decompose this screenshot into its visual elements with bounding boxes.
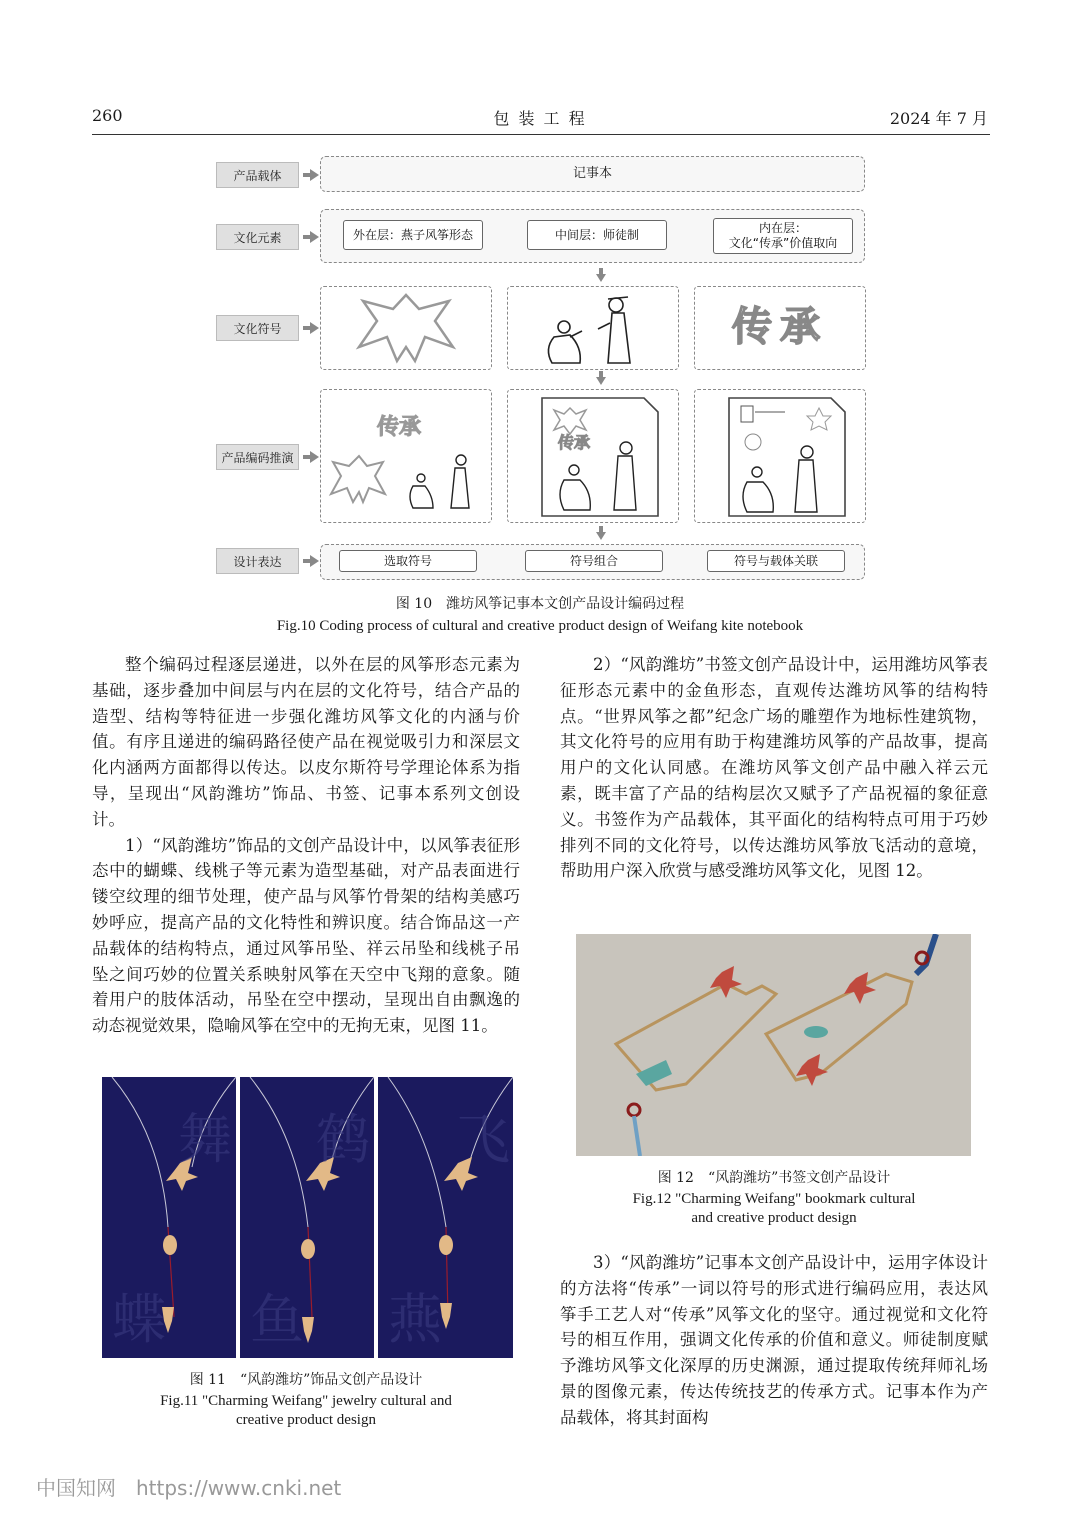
kite-and-figures-icon	[321, 390, 491, 522]
watermark-char: 鹤	[316, 1108, 370, 1171]
expression-row	[320, 544, 865, 580]
carrier-row	[320, 156, 865, 192]
inner-layer-line2: 文化“传承”价值取向	[728, 236, 838, 250]
middle-layer-box: 中间层：师徒制	[527, 220, 667, 250]
fig11-caption-cn: 图 11 “风韵潍坊”饰品文创产品设计	[189, 1372, 423, 1388]
cnki-footer: 中国知网 https://www.cnki.net	[36, 1476, 342, 1500]
notebook-draft-icon	[508, 390, 678, 522]
fig10-caption-cn: 图 10 潍坊风筝记事本文创产品设计编码过程	[395, 596, 685, 612]
row-label-symbols: 文化符号	[216, 315, 299, 341]
watermark-char: 飞	[456, 1108, 510, 1171]
fig11-caption-en-2: creative product design	[236, 1412, 376, 1428]
swallow-kite-icon	[321, 287, 491, 369]
right-arrow-icon	[310, 231, 319, 243]
fig12-caption-cn: 图 12 “风韵潍坊”书签文创产品设计	[657, 1170, 891, 1186]
right-arrow-icon	[310, 451, 319, 463]
right-column-text-1	[560, 652, 988, 884]
fig10-caption-en: Fig.10 Coding process of cultural and creative product design of Weifang kite notebook	[276, 618, 804, 634]
watermark-char: 舞	[178, 1108, 232, 1171]
figure-12-photo	[576, 934, 971, 1156]
elements-row	[320, 209, 865, 263]
paragraph: 1）“风韵潍坊”饰品的文创产品设计中，以风筝表征形态中的蝴蝶、线桃子等元素为造型基础，对产品表面进行镂空纹理的细节处理，使产品与风筝竹骨架的结构美感巧妙呼应，提高产品的文化特性和辨识度。结合饰品这一产品载体的结构特点，通过风筝吊坠、祥云吊坠和线桃子吊坠之间巧妙的位置关系映射风筝在天空中飞翔的意象。随着用户的肢体活动，吊坠在空中摆动，呈现出自由飘逸的动态视觉效果，隐喻风筝在空中的无拘无束，见图 11。	[92, 835, 520, 1036]
coding-cell-1	[320, 389, 492, 523]
bookmark-photo-icon	[576, 934, 971, 1156]
watermark-char: 燕	[388, 1288, 442, 1351]
inner-layer-box	[713, 218, 853, 254]
outer-layer-box: 外在层：燕子风筝形态	[343, 220, 483, 250]
row-label-elements: 文化元素	[216, 224, 299, 250]
carrier-notebook: 记事本	[572, 166, 612, 181]
step-select-symbol: 选取符号	[339, 550, 477, 572]
down-arrow-icon	[596, 268, 606, 282]
coding-cell-3	[694, 389, 866, 523]
chuancheng-symbol-cell	[694, 286, 866, 370]
left-column-text	[92, 652, 520, 1039]
watermark-char: 蝶	[112, 1288, 166, 1351]
right-arrow-icon	[310, 555, 319, 567]
watermark-char: 鱼	[250, 1288, 304, 1351]
chuancheng-glyph: 传承	[732, 303, 828, 350]
paragraph: 2）“风韵潍坊”书签文创产品设计中，运用潍坊风筝表征形态元素中的金鱼形态，直观传达潍坊风筝的结构特点。“世界风筝之都”纪念广场的雕塑作为地标性建筑物，其文化符号的应用有助于构建潍坊风筝的产品故事，提高用户的文化认同感。在潍坊风筝文创产品中融入祥云元素，既丰富了产品的结构层次又赋予了产品祝福的象征意义。书签作为产品载体，其平面化的结构特点可用于巧妙排列不同的文化符号，以传达潍坊风筝放飞活动的意境，帮助用户深入欣赏与感受潍坊风筝文化，见图 12。	[560, 655, 988, 881]
step-combine-symbol: 符号组合	[525, 550, 663, 572]
step-link-carrier: 符号与载体关联	[707, 550, 845, 572]
fig11-caption-en-1: Fig.11 "Charming Weifang" jewelry cultural and	[160, 1393, 452, 1409]
fig12-caption-en-2: and creative product design	[691, 1210, 857, 1226]
right-arrow-icon	[310, 322, 319, 334]
row-label-expression: 设计表达	[216, 548, 299, 574]
notebook-chuancheng-text: 传承	[558, 433, 591, 452]
right-column-text-2	[560, 1250, 988, 1431]
paragraph: 整个编码过程逐层递进，以外在层的风筝形态元素为基础，逐步叠加中间层与内在层的文化符号，结合产品的造型、结构等特征进一步强化潍坊风筝文化的内涵与价值。有序且递进的编码路径使产品在视觉吸引力和深层文化内涵两方面都得以传达。以皮尔斯符号学理论体系为指导，呈现出“风韵潍坊”饰品、书签、记事本系列文创设计。	[92, 655, 520, 829]
page-number: 260	[92, 106, 123, 125]
header-rule	[92, 134, 990, 135]
coding-chuancheng-text: 传承	[377, 414, 422, 440]
paragraph: 3）“风韵潍坊”记事本文创产品设计中，运用字体设计的方法将“传承”一词以符号的形式进行编码应用，表达风筝手工艺人对“传承”风筝文化的坚守。通过视觉和文化符号的相互作用，强调文化传承的价值和意义。师徒制度赋予潍坊风筝文化深厚的历史渊源，通过提取传统拜师礼场景的图像元素，传达传统技艺的传承方式。记事本作为产品载体，将其封面构	[560, 1253, 988, 1427]
notebook-final-icon	[695, 390, 865, 522]
coding-cell-2	[507, 389, 679, 523]
inner-layer-line1: 内在层：	[758, 221, 807, 235]
bowing-figures-icon	[508, 287, 678, 369]
fig12-caption-en-1: Fig.12 "Charming Weifang" bookmark cultural	[632, 1191, 916, 1207]
down-arrow-icon	[596, 526, 606, 540]
row-label-carrier: 产品载体	[216, 162, 299, 188]
master-apprentice-cell	[507, 286, 679, 370]
issue-date: 2024 年 7 月	[889, 109, 988, 128]
figure-11-photo	[102, 1077, 513, 1358]
journal-title: 包 装 工 程	[493, 109, 587, 128]
down-arrow-icon	[596, 371, 606, 385]
right-arrow-icon	[310, 169, 319, 181]
row-label-coding: 产品编码推演	[216, 444, 299, 470]
kite-symbol-cell	[320, 286, 492, 370]
